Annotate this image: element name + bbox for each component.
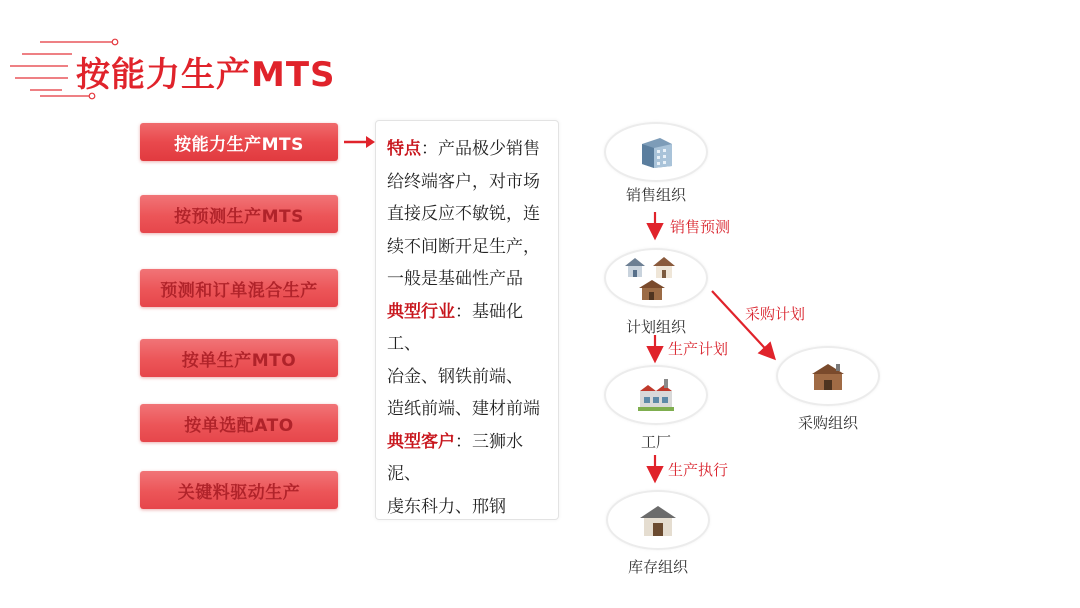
menu-item-ato[interactable]: 按单选配ATO (140, 404, 338, 442)
industry-text: ：基础化工、 (387, 301, 523, 354)
feature-text: 一般是基础性产品 (387, 269, 523, 289)
customer-text: ：三狮水泥、 (387, 431, 523, 484)
purchase-org-label: 采购组织 (797, 414, 858, 432)
factory-icon (636, 377, 676, 413)
feature-label: 特点 (387, 139, 421, 159)
menu-item-mto[interactable]: 按单生产MTO (140, 339, 338, 377)
planning-org-label: 计划组织 (625, 318, 686, 336)
industry-text: 造纸前端、建材前端 (387, 399, 540, 419)
menu-item-key-material[interactable]: 关键料驱动生产 (140, 471, 338, 509)
edge-label-purchase-plan: 采购计划 (745, 305, 806, 323)
industry-text: 冶金、钢铁前端、 (387, 366, 523, 387)
warehouse-icon (808, 358, 848, 394)
inventory-org-node (606, 490, 710, 550)
edge-label-production-plan: 生产计划 (668, 340, 729, 358)
feature-text: 给终端客户，对市场 (387, 171, 540, 192)
customer-label: 典型客户 (387, 431, 455, 452)
sales-org-label: 销售组织 (625, 186, 686, 204)
menu-item-mts-capacity[interactable]: 按能力生产MTS (140, 123, 338, 161)
office-building-icon (638, 134, 674, 170)
edge-label-sales-forecast: 销售预测 (670, 218, 731, 236)
storehouse-icon (638, 502, 678, 538)
feature-text: 直接反应不敏锐，连 (387, 204, 540, 224)
edge-label-production-exec: 生产执行 (668, 461, 729, 479)
houses-icon (621, 252, 691, 304)
customer-text: 虔东科力、邢钢 (387, 496, 506, 517)
industry-label: 典型行业 (387, 301, 455, 322)
planning-org-node (604, 248, 708, 308)
purchase-org-node (776, 346, 880, 406)
feature-text: ：产品极少销售 (421, 139, 540, 159)
page-title: 按能力生产MTS (76, 55, 336, 95)
inventory-org-label: 库存组织 (627, 558, 688, 576)
menu-item-mixed[interactable]: 预测和订单混合生产 (140, 269, 338, 307)
factory-label: 工厂 (640, 433, 671, 451)
factory-node (604, 365, 708, 425)
sales-org-node (604, 122, 708, 182)
feature-text: 续不间断开足生产， (387, 236, 540, 257)
menu-item-mts-forecast[interactable]: 按预测生产MTS (140, 195, 338, 233)
